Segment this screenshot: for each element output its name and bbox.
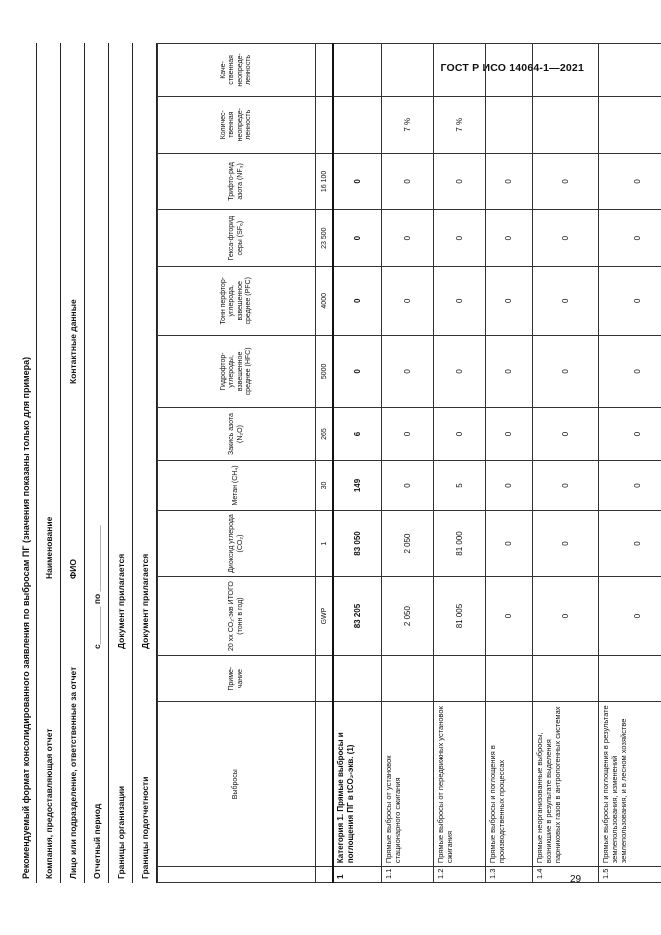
gwp-hfc: 5000: [316, 335, 334, 408]
row-name: Прямые неорганизованные выбросы, возникшие в результате выделения парниковых газов в антропогенных системах: [532, 702, 598, 867]
info-right: ФИО: [67, 559, 78, 579]
row-ch4: 5: [433, 460, 485, 510]
row-qual: [485, 44, 532, 97]
header-quant-uncertainty: Количес-твенная неопреде-ленность: [158, 96, 316, 153]
row-name: Прямые выбросы и поглощения в результате землепользования, изменений землепользования, и в лесном хозяйстве: [598, 702, 661, 867]
info-row-report-boundaries: [133, 43, 157, 883]
row-co2: 0: [598, 511, 661, 577]
report-info: [36, 43, 157, 883]
row-quant: 7 %: [381, 96, 433, 153]
row-pfc: 0: [485, 267, 532, 336]
row-n2o: 0: [485, 408, 532, 461]
row-sf6: 0: [532, 210, 598, 267]
info-row-responsible: [61, 43, 85, 883]
row-quant: [532, 96, 598, 153]
row-hfc: 0: [333, 335, 381, 408]
row-hfc: 0: [485, 335, 532, 408]
table-row: [333, 44, 381, 883]
row-total: 0: [485, 576, 532, 655]
row-co2: 83 050: [333, 511, 381, 577]
row-pfc: 0: [532, 267, 598, 336]
table-row: [433, 44, 485, 883]
row-note: [532, 656, 598, 702]
header-n2o: Закись азота (N₂O): [158, 408, 316, 461]
page-number: 29: [570, 874, 582, 885]
row-co2: 0: [485, 511, 532, 577]
row-total: 81 005: [433, 576, 485, 655]
row-name: Прямые выбросы и поглощения в производственных процессах: [485, 702, 532, 867]
row-ch4: 0: [598, 460, 661, 510]
rotated-content: [19, 43, 642, 883]
header-pfc: Тонн перфтор-углерода, взвешенное среднее (PFC): [158, 267, 316, 336]
row-n2o: 0: [381, 408, 433, 461]
row-hfc: 0: [598, 335, 661, 408]
row-pfc: 0: [598, 267, 661, 336]
header-co2: Диоксид углерода (CO₂): [158, 511, 316, 577]
row-ch4: 0: [381, 460, 433, 510]
header-ch4: Метан (CH₄): [158, 460, 316, 510]
row-name: Прямые выбросы от установок стационарного сжигания: [381, 702, 433, 867]
row-hfc: 0: [433, 335, 485, 408]
row-index: 1.1: [381, 867, 433, 883]
gwp-nf3: 16 100: [316, 153, 334, 210]
table-row: [532, 44, 598, 883]
row-nf3: 0: [532, 153, 598, 210]
header-hfc: Гидрофтор-углероды, взвешенное среднее (HFC): [158, 335, 316, 408]
header-total: 20 хх CO₂-экв ИТОГО (тонн в год): [158, 576, 316, 655]
emissions-table: [157, 43, 661, 883]
header-sf6: Гекса-фторид серы (SF₆): [158, 210, 316, 267]
row-sf6: 0: [433, 210, 485, 267]
row-total: 2 050: [381, 576, 433, 655]
row-ch4: 0: [485, 460, 532, 510]
row-qual: [532, 44, 598, 97]
row-quant: [485, 96, 532, 153]
gwp-label: GWP: [316, 576, 334, 655]
row-note: [381, 656, 433, 702]
row-note: [433, 656, 485, 702]
gwp-ch4: 30: [316, 460, 334, 510]
info-label: Границы организации: [115, 785, 126, 879]
row-index: 1.2: [433, 867, 485, 883]
row-note: [333, 656, 381, 702]
gwp-co2: 1: [316, 511, 334, 577]
row-sf6: 0: [381, 210, 433, 267]
row-ch4: 149: [333, 460, 381, 510]
row-sf6: 0: [598, 210, 661, 267]
row-index: 1: [333, 867, 381, 883]
row-quant: [333, 96, 381, 153]
table-row: [598, 44, 661, 883]
row-nf3: 0: [381, 153, 433, 210]
gwp-pfc: 4000: [316, 267, 334, 336]
row-quant: [598, 96, 661, 153]
row-index: 1.5: [598, 867, 661, 883]
row-n2o: 0: [532, 408, 598, 461]
row-quant: 7 %: [433, 96, 485, 153]
row-n2o: 0: [598, 408, 661, 461]
standard-header: ГОСТ Р ИСО 14064-1—2021: [440, 62, 584, 74]
row-sf6: 0: [485, 210, 532, 267]
row-index: 1.4: [532, 867, 598, 883]
row-nf3: 0: [433, 153, 485, 210]
row-note: [485, 656, 532, 702]
row-qual: [598, 44, 661, 97]
info-label: Компания, предоставляющая отчет: [43, 728, 54, 879]
row-co2: 0: [532, 511, 598, 577]
gwp-sf6: 23 500: [316, 210, 334, 267]
row-pfc: 0: [333, 267, 381, 336]
info-row-period: [85, 43, 109, 883]
info-right2: Контактные данные: [67, 299, 78, 384]
info-right: Наименование: [43, 516, 54, 579]
row-hfc: 0: [532, 335, 598, 408]
info-label: Границы подотчетности: [139, 776, 150, 879]
row-qual: [381, 44, 433, 97]
row-n2o: 0: [433, 408, 485, 461]
row-co2: 81 000: [433, 511, 485, 577]
header-emissions: Выбросы: [158, 702, 316, 867]
row-total: 83 205: [333, 576, 381, 655]
table-caption: Рекомендуемый формат консолидированного заявления по выбросам ПГ (значения показаны только для примера): [21, 356, 31, 879]
gwp-n2o: 265: [316, 408, 334, 461]
row-qual: [433, 44, 485, 97]
row-n2o: 6: [333, 408, 381, 461]
info-row-org-boundaries: [109, 43, 133, 883]
info-mid: с________ по ______________: [91, 525, 102, 649]
table-row: [381, 44, 433, 883]
row-pfc: 0: [433, 267, 485, 336]
row-total: 0: [598, 576, 661, 655]
info-mid: Документ прилагается: [139, 553, 150, 649]
row-pfc: 0: [381, 267, 433, 336]
row-qual: [333, 44, 381, 97]
row-note: [598, 656, 661, 702]
header-qual-uncertainty: Каче-ственная неопреде-ленность: [158, 44, 316, 97]
header-note: Приме-чание: [158, 656, 316, 702]
gwp-row: [316, 44, 334, 883]
row-hfc: 0: [381, 335, 433, 408]
row-ch4: 0: [532, 460, 598, 510]
row-index: 1.3: [485, 867, 532, 883]
row-sf6: 0: [333, 210, 381, 267]
row-nf3: 0: [485, 153, 532, 210]
info-mid: Документ прилагается: [115, 553, 126, 649]
header-nf3: Трифто-рид азота (NF₃): [158, 153, 316, 210]
header-index: [158, 867, 316, 883]
row-nf3: 0: [598, 153, 661, 210]
info-label: Отчетный период: [91, 803, 102, 879]
row-total: 0: [532, 576, 598, 655]
info-label: Лицо или подразделение, ответственные за отчет: [67, 666, 78, 879]
row-nf3: 0: [333, 153, 381, 210]
row-co2: 2 050: [381, 511, 433, 577]
table-row: [485, 44, 532, 883]
row-name: Прямые выбросы от передвижных установок сжигания: [433, 702, 485, 867]
row-name: Категория 1. Прямые выбросы и поглощения ПГ в tCO₂-экв. (1): [333, 702, 381, 867]
info-row-company: [37, 43, 61, 883]
